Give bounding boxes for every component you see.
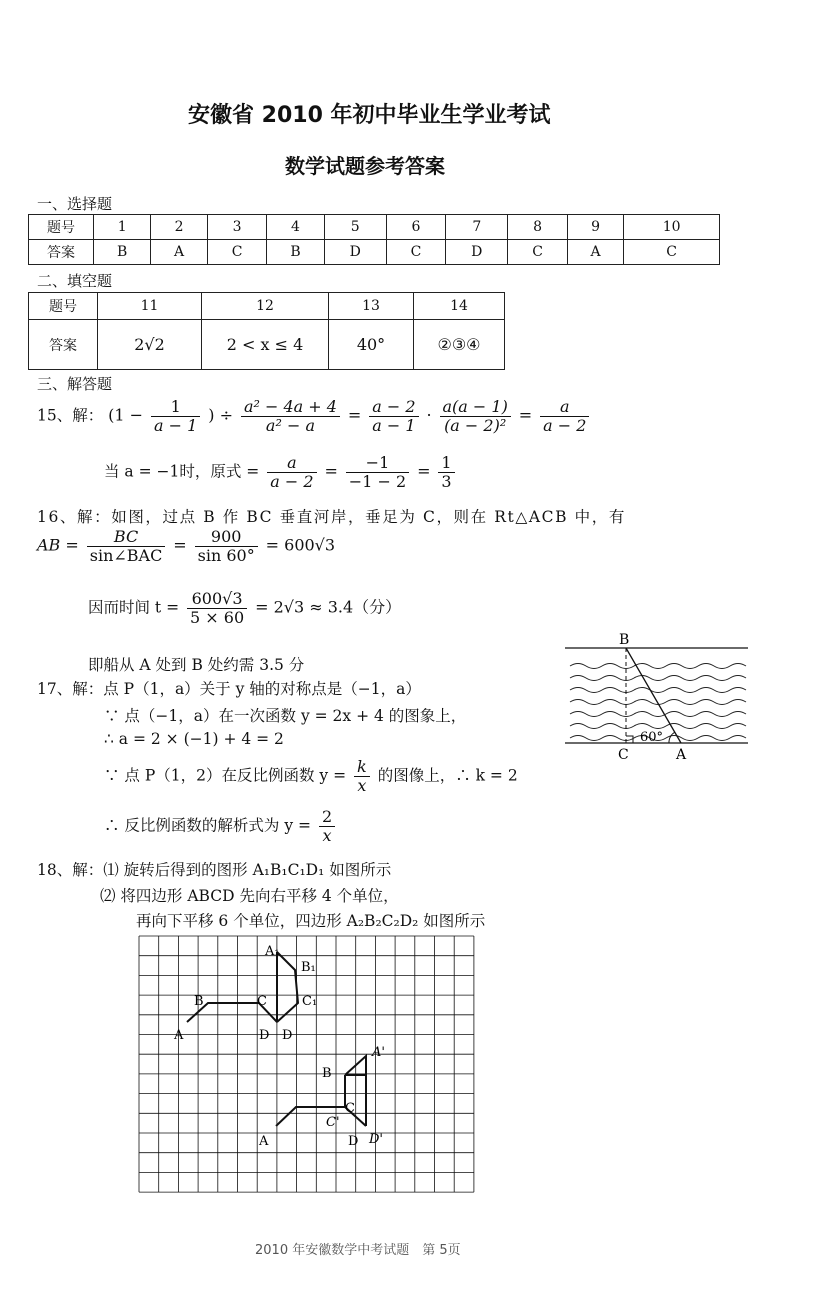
- q-number: 12: [202, 293, 329, 320]
- answer-cell: B: [94, 240, 151, 265]
- q-number: 4: [267, 215, 324, 240]
- label-c-prime: C': [326, 1115, 340, 1130]
- label-b1: B₁: [301, 960, 316, 975]
- label-b: B: [194, 994, 204, 1009]
- q-number: 3: [207, 215, 266, 240]
- fraction: $\frac{900}{\sin 60^\circ}$: [195, 528, 258, 565]
- expr: AB =: [37, 535, 79, 555]
- answer-cell: 2√2: [98, 320, 202, 370]
- expr: = 600√3: [265, 535, 336, 555]
- label-a1: A₁: [265, 944, 280, 959]
- label-c: C: [618, 747, 629, 763]
- label-a-lower: A: [259, 1134, 269, 1149]
- expr: =: [518, 405, 533, 425]
- fraction: $\frac{-1}{-1 - 2}$: [346, 454, 409, 491]
- q17-line2: ∵ 点（−1，a）在一次函数 y = 2x + 4 的图象上，: [104, 707, 467, 725]
- label-a: A: [174, 1028, 184, 1043]
- q-number: 2: [151, 215, 207, 240]
- choice-answer-table: [28, 214, 720, 265]
- quad-a1b1c1d1: [277, 952, 298, 1022]
- fraction: $\frac{1}{3}$: [438, 454, 454, 491]
- expr: 的图像上，∴ k = 2: [377, 766, 518, 785]
- fraction: $\frac{k}{x}$: [354, 758, 370, 795]
- section2-heading: 二、填空题: [37, 272, 113, 290]
- q15-line2: [104, 454, 458, 491]
- label-c: C: [257, 994, 267, 1009]
- expr: = 2√3 ≈ 3.4（分）: [255, 597, 402, 617]
- expr: 因而时间 t =: [88, 598, 180, 617]
- answer-cell: 2 < x ≤ 4: [202, 320, 329, 370]
- label-b-lower: B: [322, 1066, 332, 1081]
- q-number: 14: [414, 293, 505, 320]
- answer-cell: C: [624, 240, 720, 265]
- row-label: 题号: [29, 293, 98, 320]
- label-d-prime: D': [369, 1132, 383, 1147]
- q-number: 7: [446, 215, 508, 240]
- q17-line4: [104, 758, 518, 795]
- q-number: 1: [94, 215, 151, 240]
- fraction: $\frac{2}{x}$: [319, 808, 335, 845]
- answer-cell: ②③④: [414, 320, 505, 370]
- page-footer: 2010 年安徽数学中考试题 第 5页: [255, 1243, 461, 1258]
- q-number: 10: [624, 215, 720, 240]
- q18-line1: 18、解：⑴ 旋转后得到的图形 A₁B₁C₁D₁ 如图所示: [37, 861, 392, 879]
- q-number: 8: [508, 215, 567, 240]
- page-title: 安徽省 2010 年初中毕业生学业考试: [188, 103, 551, 128]
- river-figure: [560, 628, 755, 766]
- grid-figure: [138, 935, 479, 1198]
- expr: =: [347, 405, 362, 425]
- q-number: 5: [324, 215, 386, 240]
- fraction: $\frac{1}{a - 1}$: [151, 398, 200, 435]
- q16-line2: [37, 528, 335, 565]
- angle-label: 60°: [640, 730, 664, 745]
- answer-cell: D: [446, 240, 508, 265]
- section3-heading: 三、解答题: [37, 375, 113, 393]
- q-number: 11: [98, 293, 202, 320]
- fraction: $\frac{a}{a - 2}$: [540, 398, 589, 435]
- label-b: B: [619, 632, 630, 648]
- label-c-lower: C: [345, 1101, 355, 1116]
- grid-labels: [173, 944, 385, 1149]
- q15-label: 15、解：: [37, 406, 104, 425]
- label-c1: C₁: [302, 994, 318, 1009]
- fraction: $\frac{a - 2}{a - 1}$: [369, 398, 418, 435]
- expr: ) ÷: [208, 405, 233, 425]
- answer-cell: B: [267, 240, 324, 265]
- q17-line3: ∴ a = 2 × (−1) + 4 = 2: [104, 730, 284, 748]
- answer-cell: A: [151, 240, 207, 265]
- q16-line3: [88, 590, 401, 627]
- q17-line5: [104, 808, 338, 845]
- row-label: 题号: [29, 215, 94, 240]
- section1-heading: 一、选择题: [37, 195, 113, 213]
- label-d-lower: D: [348, 1134, 359, 1149]
- q18-line2: ⑵ 将四边形 ABCD 先向右平移 4 个单位，: [100, 887, 399, 905]
- fraction: $\frac{a}{a - 2}$: [267, 454, 316, 491]
- row-label: 答案: [29, 320, 98, 370]
- q17-line1: 17、解：点 P（1，a）关于 y 轴的对称点是（−1，a）: [37, 680, 421, 698]
- path-ab: [626, 648, 681, 743]
- answer-cell: A: [567, 240, 623, 265]
- expr: ∴ 反比例函数的解析式为 y =: [104, 816, 312, 835]
- q-number: 6: [386, 215, 445, 240]
- answer-cell: D: [324, 240, 386, 265]
- expr: =: [173, 535, 187, 555]
- expr: 当 a = −1时，原式 =: [104, 462, 260, 481]
- q15-line1: [37, 398, 592, 435]
- label-a-prime: A': [372, 1045, 385, 1060]
- page-subtitle: 数学试题参考答案: [285, 154, 445, 178]
- answer-cell: C: [508, 240, 567, 265]
- fraction: $\frac{\text{a² − 4a + 4}}{\text{a² − a}}$: [241, 398, 340, 435]
- answer-cell: 40°: [329, 320, 414, 370]
- expr: =: [324, 461, 338, 481]
- answer-cell: C: [207, 240, 266, 265]
- expr: ·: [426, 405, 432, 425]
- fraction: $\frac{a(a - 1)}{\text{(a − 2)²}}$: [440, 398, 511, 435]
- fill-answer-table: [28, 292, 505, 370]
- expr: =: [417, 461, 431, 481]
- answer-cell: C: [386, 240, 445, 265]
- row-label: 答案: [29, 240, 94, 265]
- label-d: D: [259, 1028, 270, 1043]
- q-number: 13: [329, 293, 414, 320]
- fraction: $\frac{600√3}{5 \times 60}$: [187, 590, 247, 627]
- q18-line3: 再向下平移 6 个单位，四边形 A₂B₂C₂D₂ 如图所示: [136, 912, 486, 930]
- q16-line4: 即船从 A 处到 B 处约需 3.5 分: [88, 656, 305, 674]
- q-number: 9: [567, 215, 623, 240]
- q16-line1: 16、解：如图，过点 B 作 BC 垂直河岸，垂足为 C，则在 Rt△ACB 中，有: [37, 508, 626, 526]
- label-a: A: [676, 747, 687, 763]
- expr: ∵ 点 P（1，2）在反比例函数 y =: [104, 766, 347, 785]
- expr: (1 −: [108, 405, 144, 425]
- label-d-second: D: [282, 1028, 293, 1043]
- fraction: $\frac{BC}{\text{sin∠BAC}}$: [87, 528, 166, 565]
- angle-arc: [669, 732, 675, 743]
